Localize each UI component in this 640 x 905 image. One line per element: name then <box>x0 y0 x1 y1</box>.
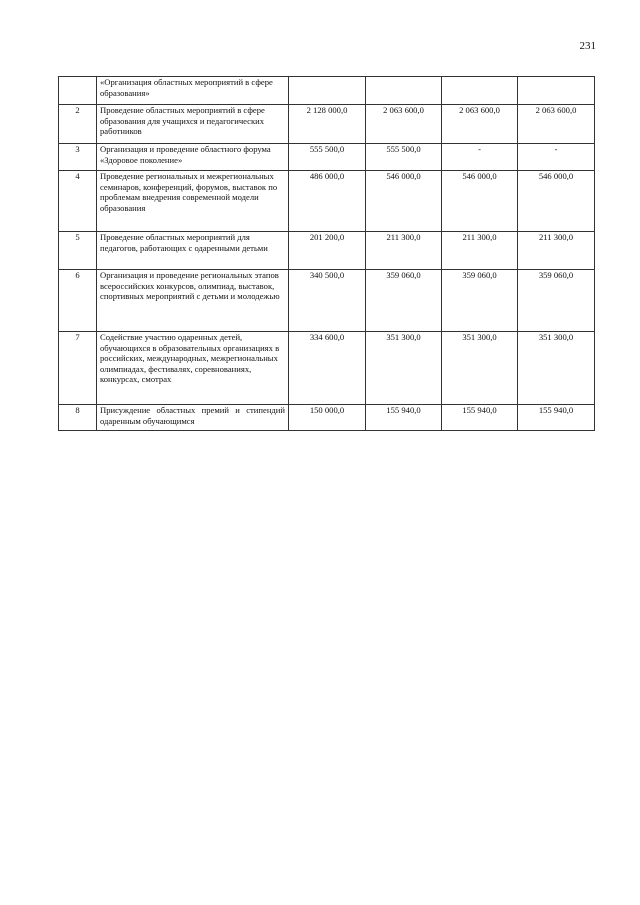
table-row <box>59 77 595 105</box>
row-number-cell: 3 <box>59 144 97 171</box>
amount-cell-1: 555 500,0 <box>289 144 366 171</box>
amount-cell-4: 155 940,0 <box>518 405 595 431</box>
amount-cell-3: 546 000,0 <box>442 171 518 232</box>
amount-cell-3: 359 060,0 <box>442 270 518 332</box>
row-number-cell: 5 <box>59 232 97 270</box>
amount-cell-2: 351 300,0 <box>366 332 442 405</box>
amount-cell-4: 359 060,0 <box>518 270 595 332</box>
table-row <box>59 332 595 405</box>
table-row <box>59 144 595 171</box>
amount-cell-3: 155 940,0 <box>442 405 518 431</box>
program-name-cell: «Организация областных мероприятий в сфере образования» <box>97 77 289 105</box>
amount-cell-3 <box>442 77 518 105</box>
amount-cell-4: 546 000,0 <box>518 171 595 232</box>
amount-cell-1: 150 000,0 <box>289 405 366 431</box>
program-name-cell: Организация и проведение региональных этапов всероссийских конкурсов, олимпиад, выставок, спортивных мероприятий с детьми и молодежью <box>97 270 289 332</box>
amount-cell-1: 486 000,0 <box>289 171 366 232</box>
amount-cell-2: 211 300,0 <box>366 232 442 270</box>
program-name-cell: Проведение региональных и межрегиональных семинаров, конференций, форумов, выставок по проблемам внедрения современной модели образования <box>97 171 289 232</box>
amount-cell-4: 211 300,0 <box>518 232 595 270</box>
row-number-cell: 2 <box>59 105 97 144</box>
amount-cell-1: 334 600,0 <box>289 332 366 405</box>
row-number-cell: 8 <box>59 405 97 431</box>
amount-cell-2: 359 060,0 <box>366 270 442 332</box>
table-row <box>59 405 595 431</box>
table-row <box>59 171 595 232</box>
table-row <box>59 105 595 144</box>
program-name-cell: Проведение областных мероприятий в сфере образования для учащихся и педагогических работников <box>97 105 289 144</box>
amount-cell-3: - <box>442 144 518 171</box>
program-name-cell: Проведение областных мероприятий для педагогов, работающих с одаренными детьми <box>97 232 289 270</box>
amount-cell-3: 211 300,0 <box>442 232 518 270</box>
page-number: 231 <box>579 40 596 52</box>
row-number-cell: 4 <box>59 171 97 232</box>
amount-cell-2: 555 500,0 <box>366 144 442 171</box>
amount-cell-2: 546 000,0 <box>366 171 442 232</box>
amount-cell-3: 2 063 600,0 <box>442 105 518 144</box>
amount-cell-1: 2 128 000,0 <box>289 105 366 144</box>
program-name-cell: Организация и проведение областного форума «Здоровое поколение» <box>97 144 289 171</box>
amount-cell-2 <box>366 77 442 105</box>
table-row <box>59 232 595 270</box>
budget-table <box>58 76 595 431</box>
row-number-cell <box>59 77 97 105</box>
row-number-cell: 7 <box>59 332 97 405</box>
row-number-cell: 6 <box>59 270 97 332</box>
amount-cell-3: 351 300,0 <box>442 332 518 405</box>
program-name-cell: Присуждение областных премий и стипендий одаренным обучающимся <box>97 405 289 431</box>
amount-cell-2: 155 940,0 <box>366 405 442 431</box>
amount-cell-4: - <box>518 144 595 171</box>
amount-cell-4: 351 300,0 <box>518 332 595 405</box>
amount-cell-4: 2 063 600,0 <box>518 105 595 144</box>
amount-cell-1: 201 200,0 <box>289 232 366 270</box>
amount-cell-4 <box>518 77 595 105</box>
table-row <box>59 270 595 332</box>
amount-cell-2: 2 063 600,0 <box>366 105 442 144</box>
amount-cell-1: 340 500,0 <box>289 270 366 332</box>
amount-cell-1 <box>289 77 366 105</box>
program-name-cell: Содействие участию одаренных детей, обучающихся в образовательных организациях в российских, международных, межрегиональных олимпиадах, фестивалях, соревнованиях, конкурсах, смотрах <box>97 332 289 405</box>
